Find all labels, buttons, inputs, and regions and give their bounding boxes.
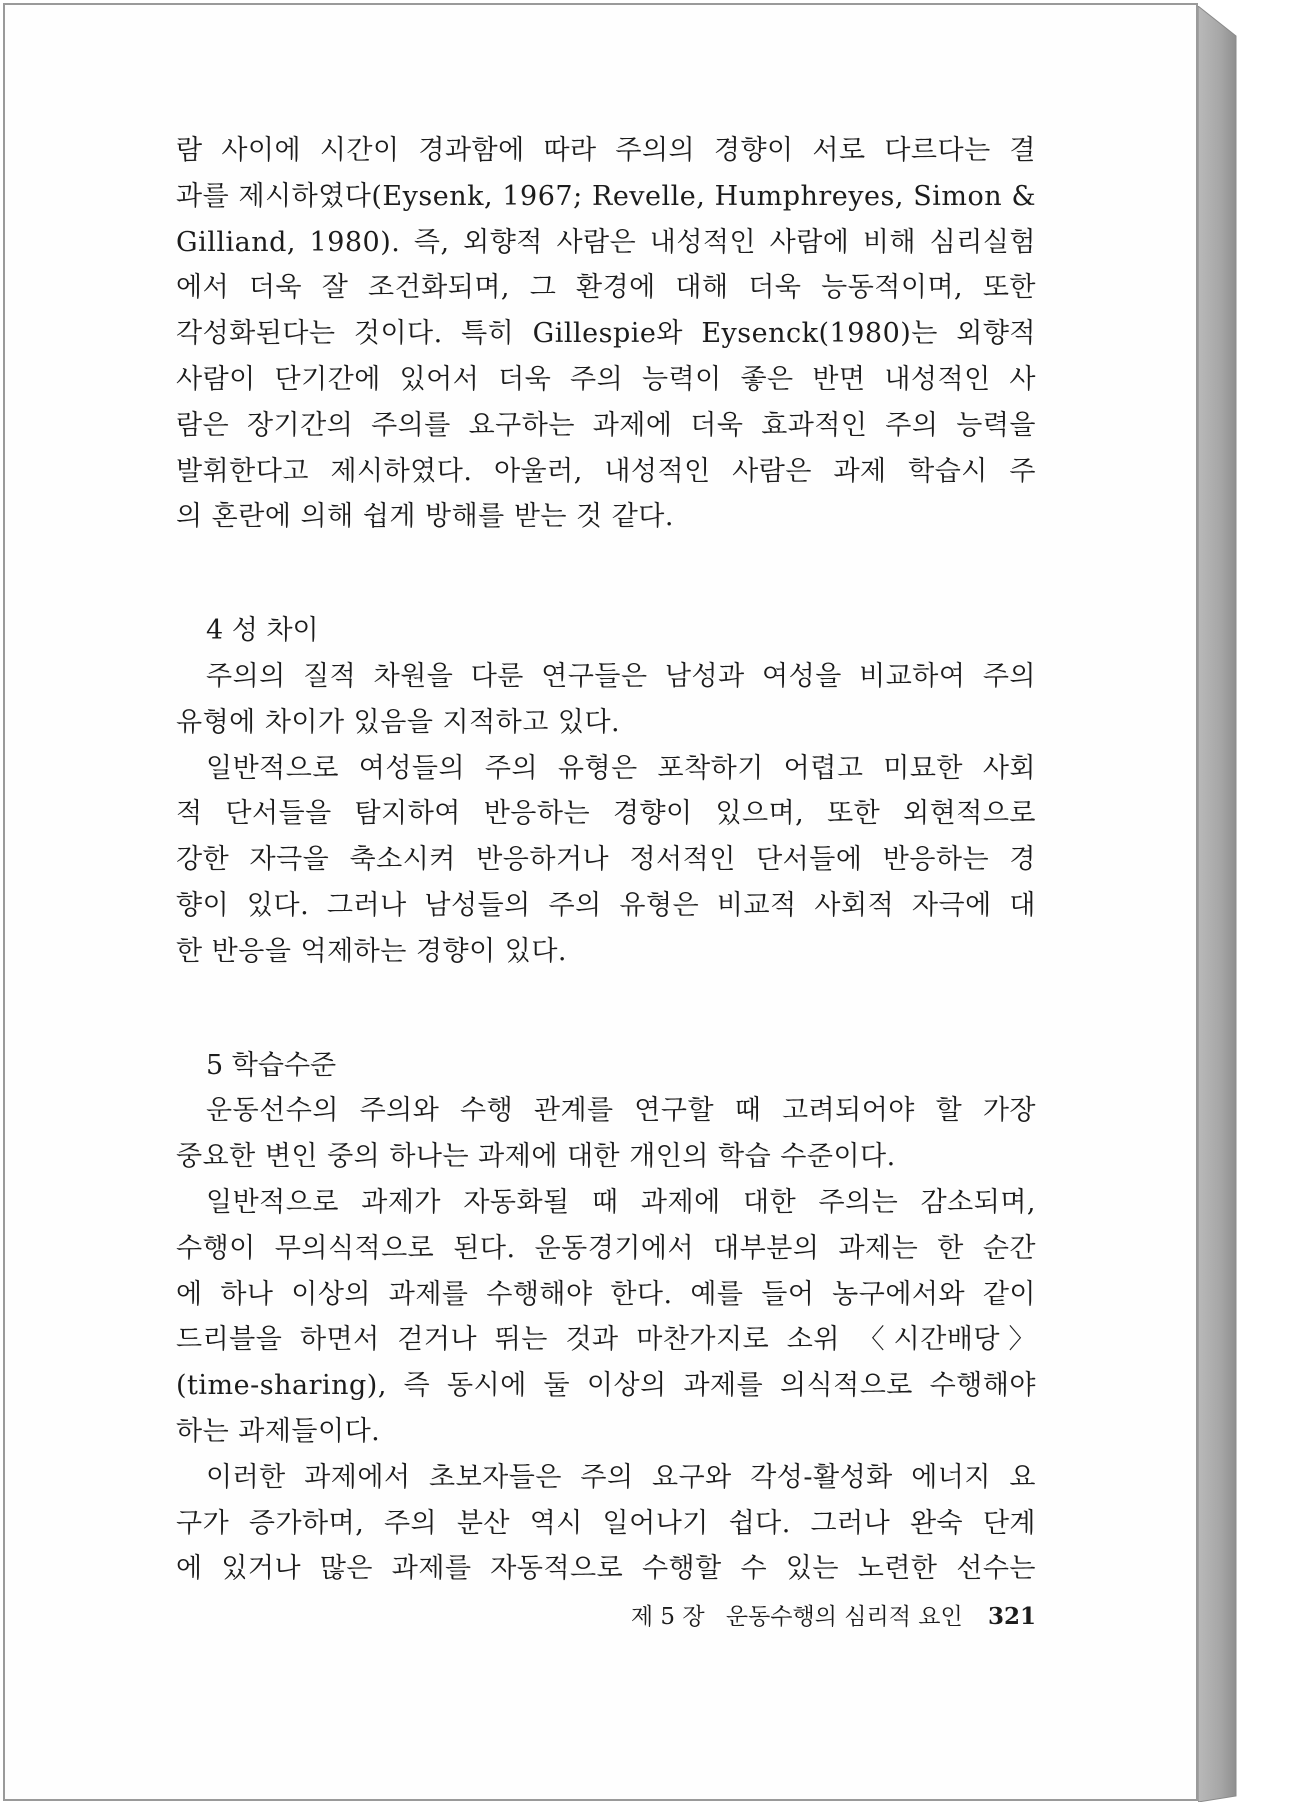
text-line: 향이 있다. 그러나 남성들의 주의 유형은 비교적 사회적 자극에 대 [176, 889, 1036, 921]
text-line: Gilliand, 1980). 즉, 외향적 사람은 내성적인 사람에 비해 심리실험 [176, 226, 1036, 258]
section-number: 5 [206, 1049, 224, 1081]
text-line: 강한 자극을 축소시켜 반응하거나 정서적인 단서들에 반응하는 경 [176, 844, 1036, 876]
text-line: 한 반응을 억제하는 경향이 있다. [176, 935, 567, 967]
running-footer [600, 1598, 1036, 1631]
text-line: 수행이 무의식적으로 된다. 운동경기에서 대부분의 과제는 한 순간 [176, 1232, 1036, 1264]
section-heading-gender-difference [176, 608, 1036, 654]
text-line: 이러한 과제에서 초보자들은 주의 요구와 각성-활성화 에너지 요 [206, 1461, 1036, 1493]
text-line: 적 단서들을 탐지하여 반응하는 경향이 있으며, 또한 외현적으로 [176, 798, 1036, 830]
text-line: 각성화된다는 것이다. 특히 Gillespie와 Eysenck(1980)는 외향적 [176, 318, 1036, 350]
footer-chapter-title: 운동수행의 심리적 요인 [725, 1604, 963, 1630]
text-line: 사람이 단기간에 있어서 더욱 주의 능력이 좋은 반면 내성적인 사 [176, 363, 1036, 395]
paragraph [176, 746, 1036, 975]
section-title: 학습수준 [231, 1049, 337, 1081]
text-line: 운동선수의 주의와 수행 관계를 연구할 때 고려되어야 할 가장 [206, 1095, 1036, 1127]
text-line: 일반적으로 과제가 자동화될 때 과제에 대한 주의는 감소되며, [206, 1186, 1036, 1218]
section-heading-learning-level [176, 1043, 1036, 1089]
text-line: 중요한 변인 중의 하나는 과제에 대한 개인의 학습 수준이다. [176, 1141, 896, 1173]
text-line: 구가 증가하며, 주의 분산 역시 일어나기 쉽다. 그러나 완숙 단계 [176, 1507, 1036, 1539]
text-line: 주의의 질적 차원을 다룬 연구들은 남성과 여성을 비교하여 주의 [206, 660, 1036, 692]
footer-chapter: 제 5 장 [630, 1604, 705, 1630]
text-line: 과를 제시하였다(Eysenk, 1967; Revelle, Humphreyes, Simon & [176, 180, 1036, 212]
text-line: 에서 더욱 잘 조건화되며, 그 환경에 대해 더욱 능동적이며, 또한 [176, 272, 1036, 304]
text-line: 에 하나 이상의 과제를 수행해야 한다. 예를 들어 농구에서와 같이 [176, 1278, 1036, 1310]
text-line: 유형에 차이가 있음을 지적하고 있다. [176, 706, 621, 738]
paragraph [176, 1088, 1036, 1180]
text-line: 드리블을 하면서 걷거나 뛰는 것과 마찬가지로 소위 〈시간배당〉 [176, 1324, 1036, 1356]
text-line: 람 사이에 시간이 경과함에 따라 주의의 경향이 서로 다르다는 결 [176, 135, 1036, 166]
paragraph [176, 1180, 1036, 1455]
paragraph [176, 654, 1036, 746]
text-line: 발휘한다고 제시하였다. 아울러, 내성적인 사람은 과제 학습시 주 [176, 455, 1036, 487]
text-line: (time-sharing), 즉 동시에 둘 이상의 과제를 의식적으로 수행해야 [176, 1370, 1036, 1402]
page-number: 321 [987, 1603, 1036, 1630]
page-body [176, 128, 1036, 1592]
page-stack-edge [1198, 6, 1298, 1802]
paragraph [176, 1455, 1036, 1592]
text-line: 에 있거나 많은 과제를 자동적으로 수행할 수 있는 노련한 선수는 [176, 1553, 1036, 1585]
text-line: 일반적으로 여성들의 주의 유형은 포착하기 어렵고 미묘한 사회 [206, 752, 1036, 784]
text-line: 람은 장기간의 주의를 요구하는 과제에 더욱 효과적인 주의 능력을 [176, 409, 1036, 441]
text-line: 의 혼란에 의해 쉽게 방해를 받는 것 같다. [176, 501, 674, 533]
section-title: 성 차이 [231, 615, 319, 647]
text-line: 하는 과제들이다. [176, 1415, 381, 1447]
paragraph-continued [176, 128, 1036, 540]
section-number: 4 [206, 615, 224, 647]
